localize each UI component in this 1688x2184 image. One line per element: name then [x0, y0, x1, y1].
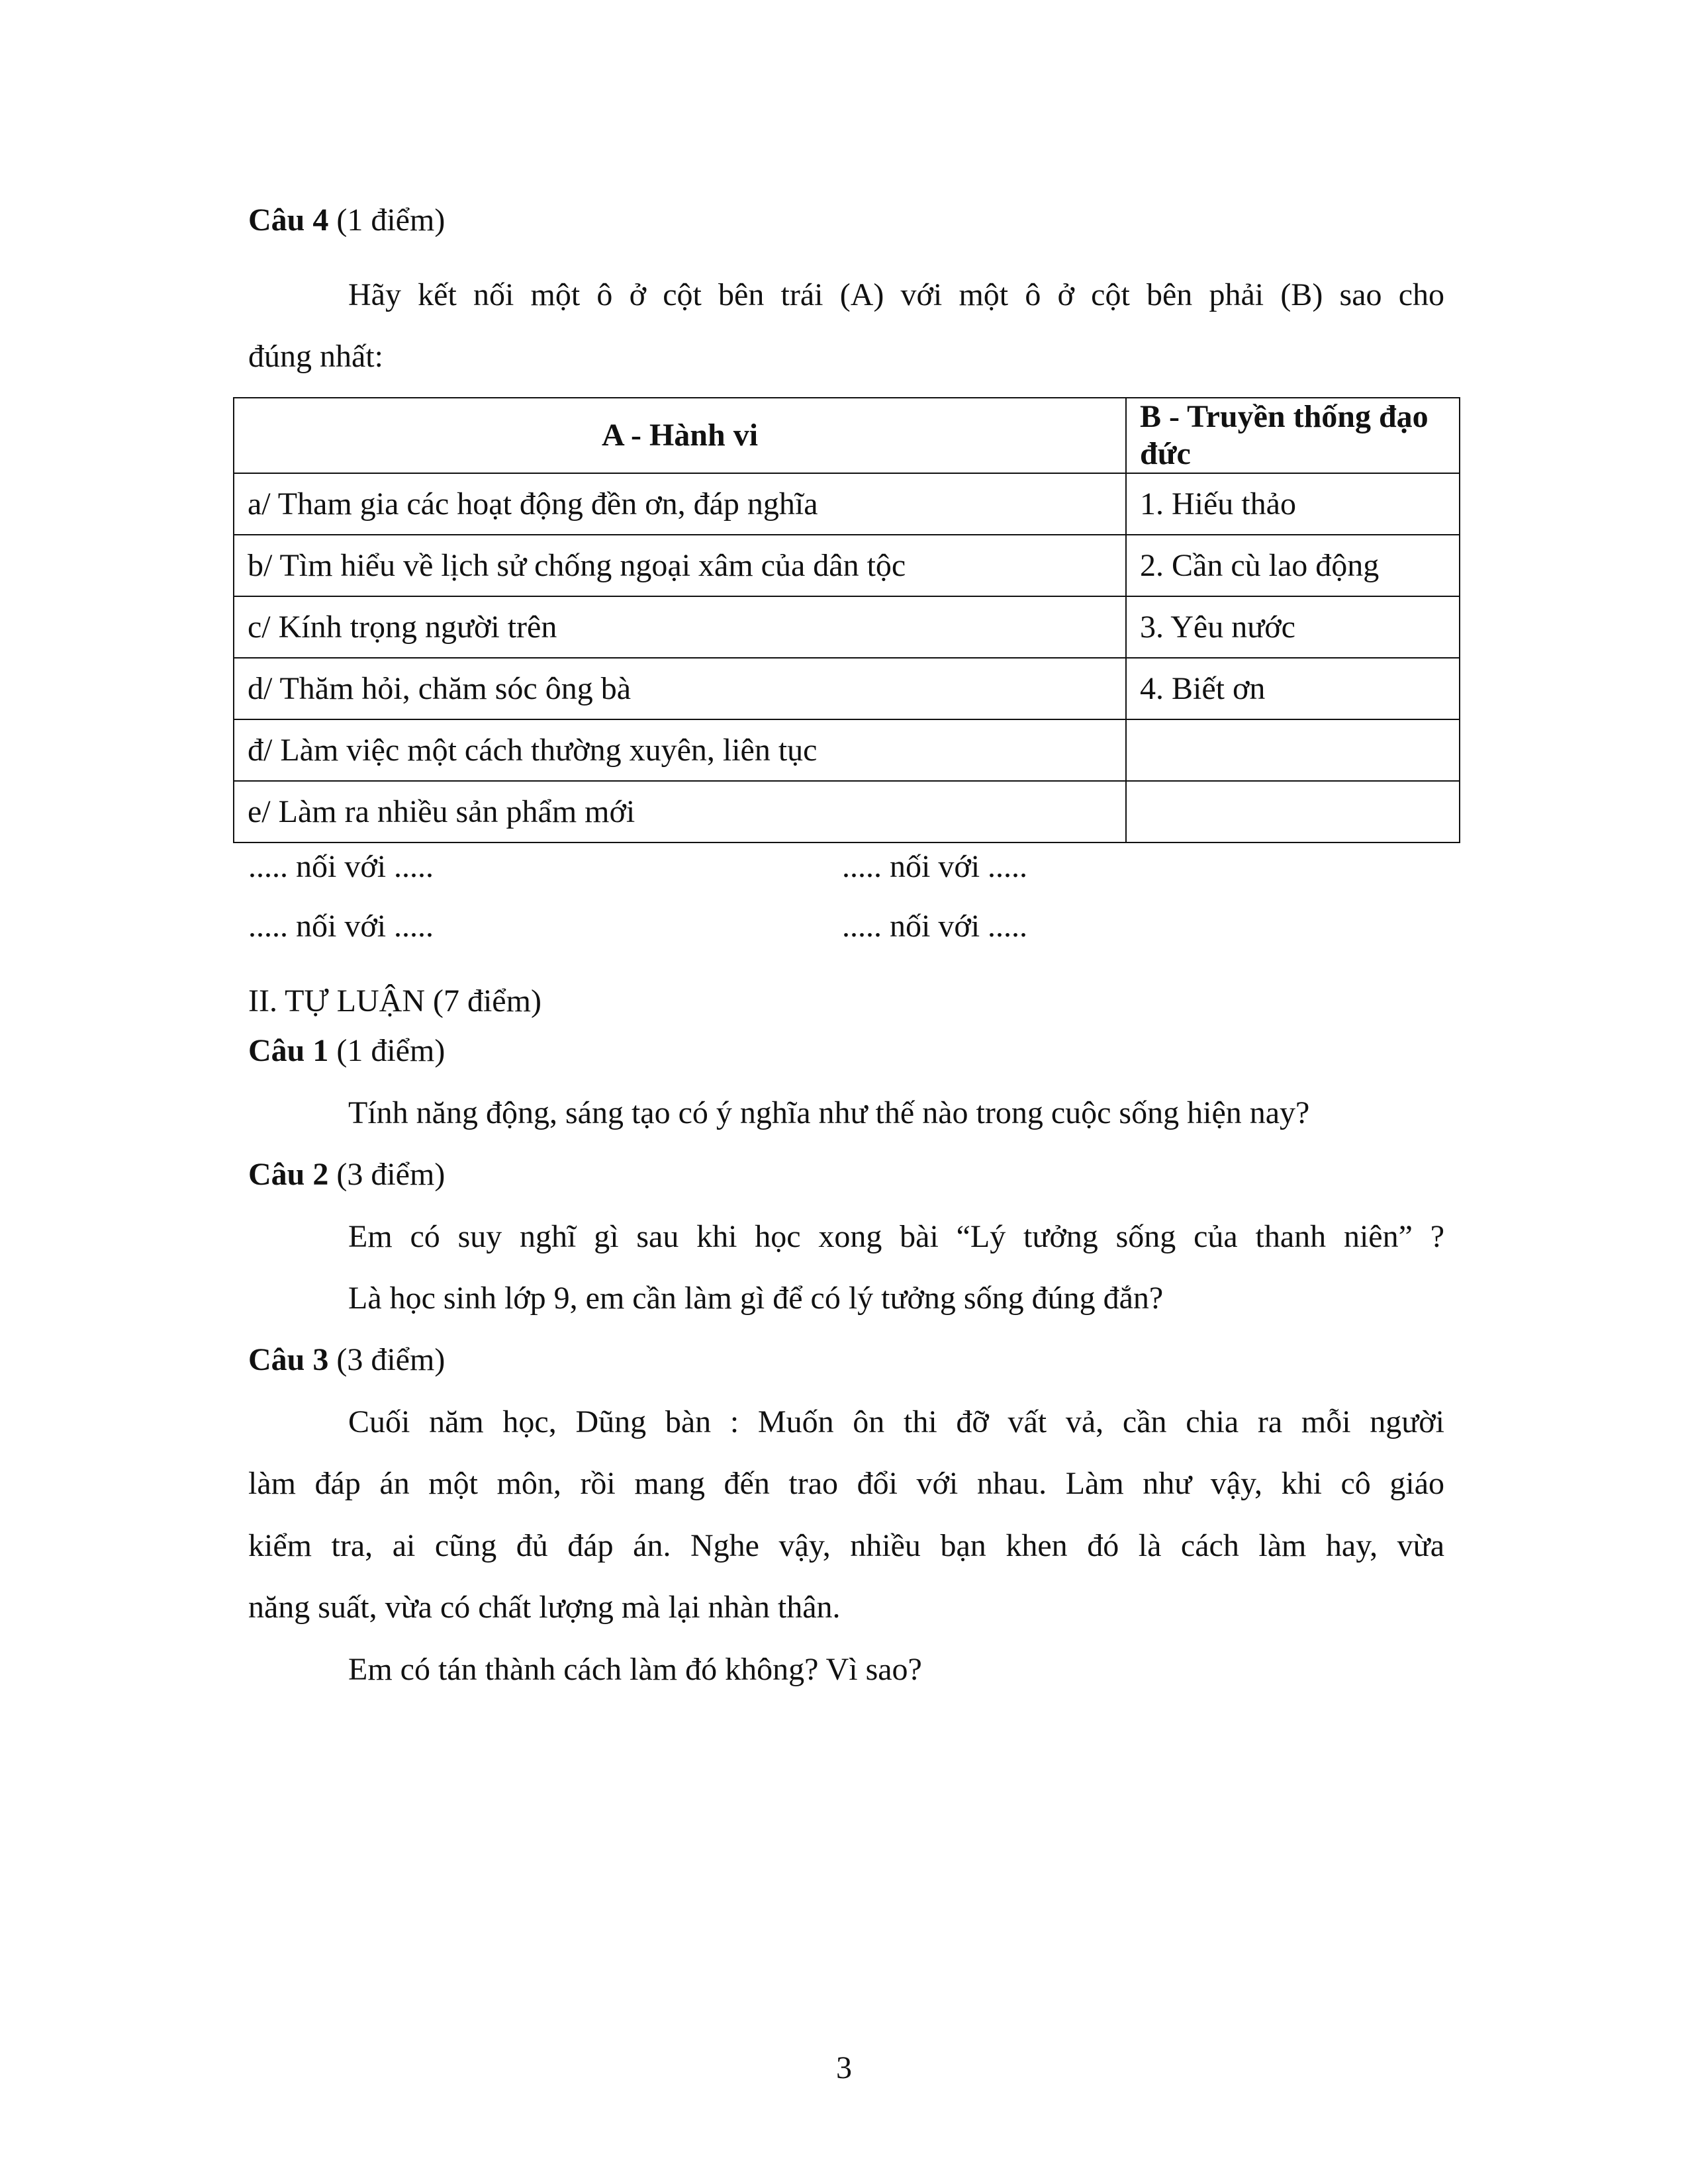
q3-line2: làm đáp án một môn, rồi mang đến trao đổi với nhau. Làm như vậy, khi cô giáo	[248, 1466, 1444, 1501]
section-heading: II. TỰ LUẬN (7 điểm)	[248, 983, 541, 1019]
table-row	[234, 781, 1460, 842]
cell-b	[1126, 719, 1460, 781]
cell-b: 1. Hiếu thảo	[1126, 473, 1460, 535]
header-b: B - Truyền thống đạo đức	[1126, 398, 1460, 473]
q3-line1: Cuối năm học, Dũng bàn : Muốn ôn thi đỡ vất vả, cần chia ra mỗi người	[348, 1404, 1444, 1439]
cell-a: c/ Kính trọng người trên	[234, 596, 1126, 658]
q2-points: (3 điểm)	[328, 1157, 445, 1192]
answer-blank: ..... nối với .....	[842, 849, 1028, 884]
cell-a: d/ Thăm hỏi, chăm sóc ông bà	[234, 658, 1126, 719]
q4-instruction-line2: đúng nhất:	[248, 339, 383, 374]
table-row	[234, 719, 1460, 781]
q2-heading	[248, 1155, 445, 1195]
page-number: 3	[836, 2050, 852, 2085]
q2-line2: Là học sinh lớp 9, em cần làm gì để có lý tưởng sống đúng đắn?	[348, 1281, 1164, 1316]
q4-instruction-line1: Hãy kết nối một ô ở cột bên trái (A) với một ô ở cột bên phải (B) sao cho	[348, 277, 1444, 312]
q4-heading	[248, 201, 445, 240]
table-header-row	[234, 398, 1460, 473]
q1-heading	[248, 1031, 445, 1071]
table-row	[234, 535, 1460, 596]
table-row	[234, 596, 1460, 658]
matching-table	[233, 397, 1460, 843]
q2-label: Câu 2	[248, 1157, 329, 1192]
q4-points: (1 điểm)	[328, 203, 445, 238]
cell-b: 2. Cần cù lao động	[1126, 535, 1460, 596]
q1-label: Câu 1	[248, 1033, 329, 1068]
cell-a: b/ Tìm hiểu về lịch sử chống ngoại xâm của dân tộc	[234, 535, 1126, 596]
table-row	[234, 473, 1460, 535]
q1-points: (1 điểm)	[328, 1033, 445, 1068]
q1-text: Tính năng động, sáng tạo có ý nghĩa như thế nào trong cuộc sống hiện nay?	[348, 1095, 1310, 1130]
q3-line3: kiểm tra, ai cũng đủ đáp án. Nghe vậy, nhiều bạn khen đó là cách làm hay, vừa	[248, 1528, 1444, 1563]
cell-b: 3. Yêu nước	[1126, 596, 1460, 658]
cell-b	[1126, 781, 1460, 842]
q4-label: Câu 4	[248, 203, 329, 238]
q3-heading	[248, 1340, 445, 1380]
cell-a: e/ Làm ra nhiều sản phẩm mới	[234, 781, 1126, 842]
answer-blank: ..... nối với .....	[248, 909, 434, 944]
table-row	[234, 658, 1460, 719]
answer-blank: ..... nối với .....	[842, 909, 1028, 944]
q3-line4: năng suất, vừa có chất lượng mà lại nhàn thân.	[248, 1590, 841, 1625]
cell-a: a/ Tham gia các hoạt động đền ơn, đáp nghĩa	[234, 473, 1126, 535]
cell-b: 4. Biết ơn	[1126, 658, 1460, 719]
q3-line5: Em có tán thành cách làm đó không? Vì sao?	[348, 1652, 922, 1687]
header-a: A - Hành vi	[234, 398, 1126, 473]
q3-points: (3 điểm)	[328, 1342, 445, 1377]
q3-label: Câu 3	[248, 1342, 329, 1377]
answer-blank: ..... nối với .....	[248, 849, 434, 884]
cell-a: đ/ Làm việc một cách thường xuyên, liên tục	[234, 719, 1126, 781]
q2-line1: Em có suy nghĩ gì sau khi học xong bài “Lý tưởng sống của thanh niên” ?	[348, 1219, 1444, 1254]
